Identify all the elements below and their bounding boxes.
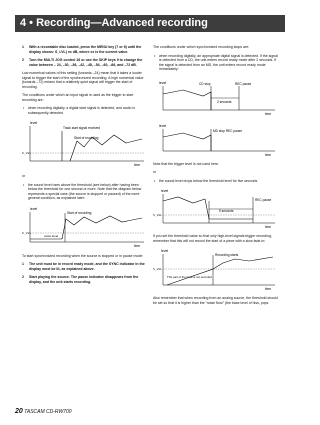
diagram-level-label: level xyxy=(159,80,167,85)
right-column xyxy=(153,45,279,309)
step-text: Turn the MULTI JOG control 16 or use the SKIP keys 9 to change the value between – 24, –30, –36, –42, –48, –54, –60, –66, and –72 dB. xyxy=(29,58,143,67)
diagram-label: Recording starts xyxy=(215,253,239,257)
step-number: 1 xyxy=(22,45,24,49)
diagram-label: MD stop REC pause xyxy=(213,128,243,133)
diagram-time-label: time xyxy=(134,243,141,248)
paragraph: If you set the threshold value so that only high-level signals trigger recording, remember that this will not record the start of a piece with a slow fade-in: xyxy=(153,234,272,243)
bullet-item: • when recording digitally, a digital start signal is detected, and audio is subsequently detected xyxy=(22,106,148,115)
threshold-label: S_LVL xyxy=(153,213,163,217)
paragraph: The conditions under which an input signal is used as the trigger to start recording are: xyxy=(22,93,134,102)
diagram-cd-stop xyxy=(153,76,279,116)
diagram-note: This part of the track is not recorded xyxy=(167,275,212,279)
diagram-time-label: time xyxy=(265,287,272,291)
page-footer xyxy=(15,409,72,415)
diagram-time-label: time xyxy=(265,225,272,229)
diagram-label: Start of recording xyxy=(74,136,99,140)
diagram-time-label: time xyxy=(265,152,272,157)
step-text: With a recordable disc loaded, press the MENU key (7 or 6) until the display shows: S_LVL) xx dB, where xx is the current value. xyxy=(29,45,142,54)
step-number: 2 xyxy=(22,275,24,279)
paragraph: Also remember that when recording from an analog source, the threshold should be set so that it is higher than the “noise floor” (the base level of hiss, pops xyxy=(153,296,278,305)
or-separator: or xyxy=(22,174,26,178)
diagram-md-stop xyxy=(153,121,279,157)
diagram-label: REC pause xyxy=(255,198,272,202)
or-separator: or xyxy=(153,170,157,174)
bullet-item: • the sound level drops below the threshold level for five seconds xyxy=(153,179,279,184)
diagram-level-label: level xyxy=(161,249,169,253)
diagram-time-label: time xyxy=(134,163,141,167)
paragraph: Note that the trigger level is not used here. xyxy=(153,161,219,166)
step-1 xyxy=(22,45,148,54)
step-text: Start playing the source. The pause indicator disappears from the display, and the unit starts recording. xyxy=(29,275,139,284)
diagram-level-start xyxy=(22,205,148,249)
section-header-band xyxy=(15,15,285,32)
diagram-fade-in xyxy=(153,247,279,291)
left-column xyxy=(22,45,148,288)
bullet-item: • when recording digitally, an appropriate digital signal is detected. If the signal is detected from a CD, the unit enters record ready mode after 2 seconds. If the signal is detected from an MD, the unit enters record ready mode immediately: xyxy=(153,54,279,72)
threshold-label: S_LVL xyxy=(22,230,32,235)
diagram-label: REC pause xyxy=(235,81,252,86)
diagram-label: 2 seconds xyxy=(217,99,232,104)
threshold-label: S_LVL xyxy=(153,267,163,271)
step-2 xyxy=(22,58,148,67)
step-2 xyxy=(22,275,148,284)
step-number: 1 xyxy=(22,262,24,266)
diagram-level-label: level xyxy=(159,123,167,128)
step-number: 2 xyxy=(22,58,24,62)
diagram-digital-start xyxy=(22,119,148,169)
threshold-label: S_LVL xyxy=(22,151,32,155)
diagram-level-label: level xyxy=(161,189,169,193)
diagram-level-stop xyxy=(153,187,279,229)
paragraph: To start synchronized recording when the source is stopped or in pause mode: xyxy=(22,253,144,258)
diagram-level-label: level xyxy=(30,121,38,125)
diagram-label: Start of recording xyxy=(67,210,92,215)
product-name: TASCAM CD-RW700 xyxy=(24,409,72,415)
noise-label: noise level xyxy=(44,233,59,238)
diagram-time-label: time xyxy=(265,111,272,116)
bullet-item: • the sound level rises above the threshold (see below) after having been below the threshold for one second or more. Note that the diagram below represents a special case (the source is stopped or paused) of the more general condition, as explained later: xyxy=(22,183,148,201)
diagram-label: 5 seconds xyxy=(219,209,234,213)
paragraph: The conditions under which synchronized recording stops are: xyxy=(153,45,250,49)
diagram-label: Track start signal received xyxy=(63,126,101,130)
page-number: 20 xyxy=(15,408,23,415)
diagram-level-label: level xyxy=(30,206,38,211)
step-1 xyxy=(22,262,148,271)
diagram-label: CD stop xyxy=(199,81,211,86)
paragraph: Low numerical values of this setting (towards –24) mean that it takes a louder signal to trigger the start of the synchronized recording. A high numerical value (towards –72) means that a relatively quiet signal will trigger the start of recording. xyxy=(22,71,144,89)
step-text: The unit must be in record ready mode, and the SYNC indicator in the display must be lit, as explained above. xyxy=(29,262,145,271)
section-title: 4 • Recording—Advanced recording xyxy=(20,17,208,29)
